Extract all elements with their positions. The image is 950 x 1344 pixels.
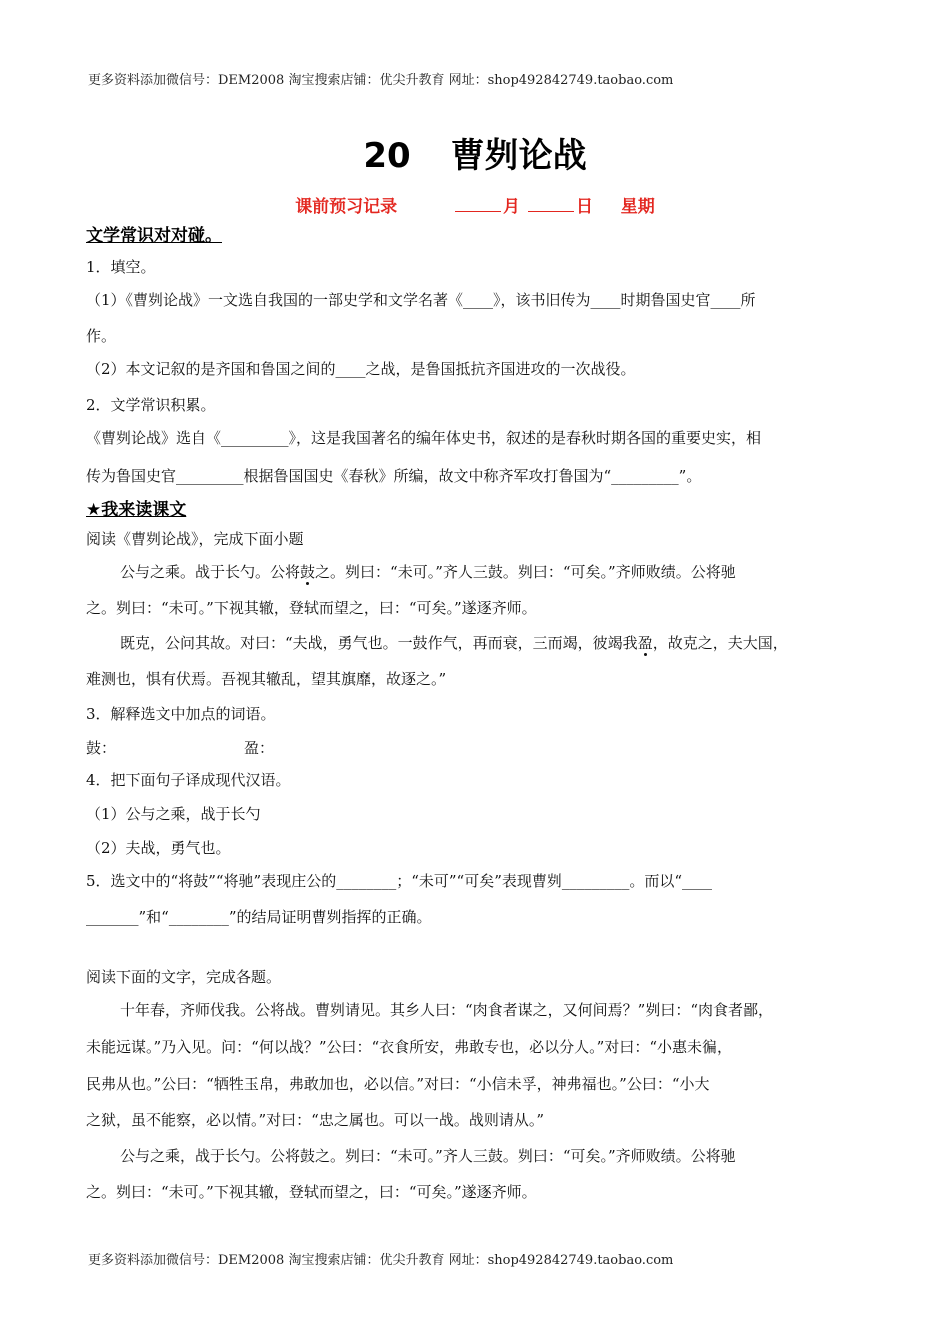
- day-label: 日: [575, 197, 593, 217]
- dotted-word-gu: 鼓: [300, 563, 316, 581]
- passage-4-line-a: 公与之乘，战于长勺。公将鼓之。刿曰：“未可。”齐人三鼓。刿曰：“可矣。”齐师败绩。公将驰: [120, 1147, 736, 1165]
- page-title: [0, 128, 950, 177]
- label-ying: 盈：: [244, 739, 275, 757]
- question-2-line-a: 《曹刿论战》选自《_________》，这是我国著名的编年体史书，叙述的是春秋时期各国的重要史实，相: [86, 429, 762, 447]
- passage-4-line-b: 之。刿曰：“未可。”下视其辙，登轼而望之，曰：“可矣。”遂逐齐师。: [86, 1183, 537, 1201]
- question-1-1-line-b: 作。: [86, 327, 117, 345]
- passage-2-line-b: 难测也，惧有伏焉。吾视其辙乱，望其旗靡，故逐之。”: [86, 670, 447, 688]
- passage-text: 既克，公问其故。对曰：“夫战，勇气也。一鼓作气，再而衰，三而竭，彼竭我: [120, 634, 638, 652]
- question-4-2: （2）夫战，勇气也。: [86, 839, 231, 857]
- preview-label: 课前预习记录: [295, 197, 398, 217]
- passage-text: 之。刿曰：“未可。”齐人三鼓。刿曰：“可矣。”齐师败绩。公将驰: [315, 563, 736, 581]
- question-2-line-b: 传为鲁国史官_________根据鲁国国史《春秋》所编，故文中称齐军攻打鲁国为“_________”。: [86, 467, 702, 485]
- question-1-1-line-a: （1）《曹刿论战》一文选自我国的一部史学和文学名著《____》，该书旧传为____时期鲁国史官____所: [86, 291, 756, 309]
- question-1-title: 1．填空。: [86, 258, 156, 276]
- section-heading-reading: ★我来读课文: [86, 500, 187, 520]
- passage-3-line-b: 未能远谋。”乃入见。问：“何以战？”公曰：“衣食所安，弗敢专也，必以分人。”对曰：“小惠未徧，: [86, 1038, 733, 1056]
- dotted-word-ying: 盈: [637, 634, 653, 652]
- question-3-answers: [86, 737, 274, 758]
- month-blank: [455, 210, 501, 212]
- passage-3-line-a: 十年春，齐师伐我。公将战。曹刿请见。其乡人曰：“肉食者谋之，又何间焉？”刿曰：“肉食者鄙，: [120, 1001, 774, 1019]
- day-blank: [528, 210, 574, 212]
- passage-2-line-a: [86, 632, 788, 653]
- passage-text: ，故克之，夫大国，: [652, 634, 788, 652]
- question-5-line-b: _______”和“________”的结局证明曹刿指挥的正确。: [86, 908, 432, 926]
- lesson-number: 20: [363, 136, 411, 176]
- month-label: 月: [503, 197, 521, 217]
- week-label: 星期: [620, 197, 655, 217]
- reading-intro: 阅读《曹刿论战》，完成下面小题: [86, 530, 304, 548]
- question-4-title: 4．把下面句子译成现代汉语。: [86, 771, 291, 789]
- passage-1-line-a: [86, 561, 736, 582]
- question-2-title: 2．文学常识积累。: [86, 396, 216, 414]
- question-5-line-a: 5．选文中的“将鼓”“将驰”表现庄公的________；“未可”“可矣”表现曹刿_________。而以“____: [86, 872, 713, 890]
- question-4-1: （1）公与之乘，战于长勺: [86, 805, 261, 823]
- page-footer: 更多资料添加微信号：DEM2008 淘宝搜索店铺：优尖升教育 网址：shop492842749.taobao.com: [88, 1253, 674, 1268]
- reading-2-intro: 阅读下面的文字，完成各题。: [86, 968, 282, 986]
- preview-record: [0, 192, 950, 217]
- label-gu: 鼓：: [86, 739, 117, 757]
- question-3-title: 3．解释选文中加点的词语。: [86, 705, 276, 723]
- passage-text: 公与之乘。战于长勺。公将: [120, 563, 301, 581]
- passage-1-line-b: 之。刿曰：“未可。”下视其辙，登轼而望之，曰：“可矣。”遂逐齐师。: [86, 599, 537, 617]
- question-1-2: （2）本文记叙的是齐国和鲁国之间的____之战，是鲁国抵抗齐国进攻的一次战役。: [86, 360, 636, 378]
- lesson-title: 曹刿论战: [450, 136, 587, 176]
- section-heading-literature: 文学常识对对碰。: [86, 226, 222, 246]
- passage-3-line-c: 民弗从也。”公曰：“牺牲玉帛，弗敢加也，必以信。”对曰：“小信未孚，神弗福也。”公曰：“小大: [86, 1075, 710, 1093]
- page-header: 更多资料添加微信号：DEM2008 淘宝搜索店铺：优尖升教育 网址：shop492842749.taobao.com: [88, 73, 674, 88]
- passage-3-line-d: 之狱，虽不能察，必以情。”对曰：“忠之属也。可以一战。战则请从。”: [86, 1111, 545, 1129]
